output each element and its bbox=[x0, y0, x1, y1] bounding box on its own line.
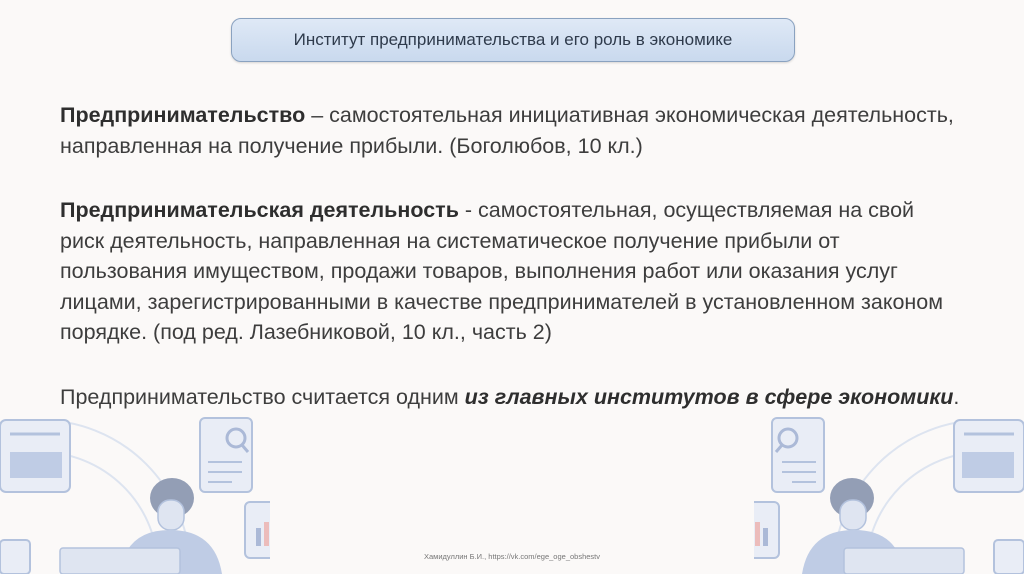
person-at-laptop-illustration-right bbox=[754, 390, 1024, 574]
chart-card-icon bbox=[754, 502, 779, 558]
conclusion-start: Предпринимательство считается одним bbox=[60, 384, 465, 409]
term-entrepreneurial-activity: Предпринимательская деятельность bbox=[60, 198, 459, 222]
definition-text-2: - самостоятельная, осуществляемая на свой риск деятельность, направленная на систематическое получение прибыли от пользования имуществом, продажи товаров, выполнения работ или оказания услуг лицами, зарегистрированными в качестве предпринимателей в установленном законом порядке. (под ред. Лазебниковой, 10 кл., часть 2) bbox=[60, 198, 944, 344]
analytics-card-icon bbox=[0, 420, 70, 492]
slide-title bbox=[231, 18, 795, 62]
chart-card-icon bbox=[245, 502, 270, 558]
definition-paragraph-1 bbox=[60, 100, 960, 161]
search-document-icon bbox=[200, 418, 252, 492]
definition-text-1: – самостоятельная инициативная экономическая деятельность, направленная на получение прибыли. (Боголюбов, 10 кл.) bbox=[60, 103, 954, 158]
slide-title-text: Институт предпринимательства и его роль в экономике bbox=[293, 30, 733, 49]
term-entrepreneurship: Предпринимательство bbox=[60, 103, 306, 127]
slide-content bbox=[60, 100, 960, 412]
conclusion-emphasis: из главных институтов в сфере экономики bbox=[464, 384, 954, 409]
footer-credit-text: Хамидуллин Б.И., https://vk.com/ege_oge_obshestv bbox=[423, 552, 601, 561]
person-at-laptop-illustration-left bbox=[0, 390, 270, 574]
footer-credit bbox=[0, 552, 1024, 561]
definition-paragraph-2 bbox=[60, 195, 960, 348]
conclusion-end: . bbox=[953, 384, 960, 409]
analytics-card-icon bbox=[954, 420, 1024, 492]
search-document-icon bbox=[772, 418, 824, 492]
